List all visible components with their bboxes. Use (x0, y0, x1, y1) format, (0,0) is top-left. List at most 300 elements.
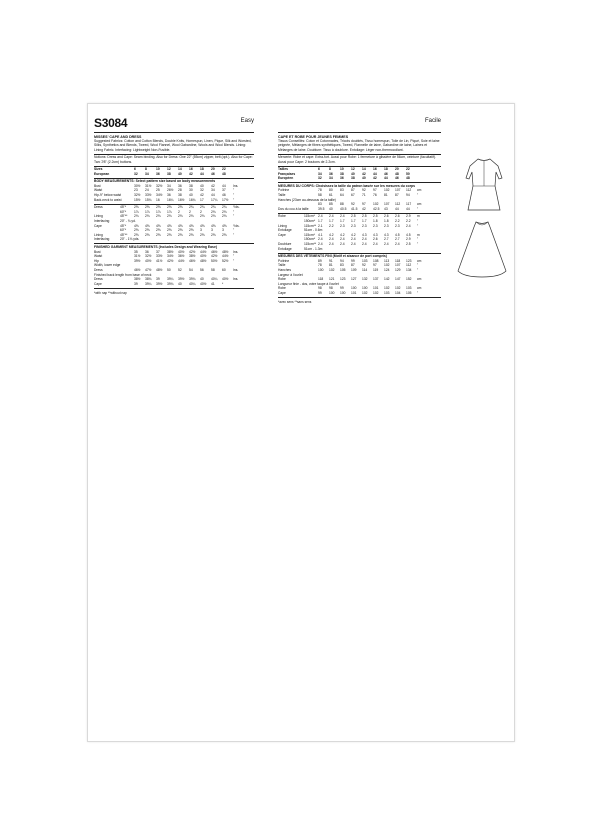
row-width: 115cm** (304, 241, 317, 246)
table-cell: 4.2 (340, 232, 345, 237)
table-cell: 2.4 (340, 214, 345, 219)
row-label: Back-neck to waist (94, 197, 122, 202)
row-label: Entoilage (278, 228, 292, 233)
table-cell: 109 (351, 267, 357, 272)
table-cell: 2⅛ (222, 209, 227, 214)
table-cell: 46½ (189, 258, 196, 263)
body-measurements-heading: BODY MEASUREMENTS: Select pattern size based on body measurements (94, 179, 216, 184)
table-cell: 1⅞ (156, 209, 161, 214)
row-width: 115cm* (304, 232, 315, 237)
row-label: Cape (94, 223, 102, 228)
table-cell: 2 (200, 209, 202, 214)
table-cell: 58 (211, 267, 215, 272)
table-cell: 2¾ (222, 205, 227, 210)
table-cell: 76 (373, 193, 377, 197)
unit-label: " (417, 218, 419, 223)
table-cell: 2.4 (340, 237, 345, 242)
finished-measurements-table-fr (278, 259, 441, 296)
table-cell: 39¼ (145, 281, 152, 286)
table-cell: 8 (329, 167, 331, 172)
table-cell: 2.5 (406, 241, 411, 246)
table-cell: 32½ (134, 193, 141, 197)
row-label: European (94, 171, 110, 176)
table-cell: 2.4 (395, 241, 400, 246)
table-cell: 103 (362, 258, 368, 263)
table-cell: 2⅛ (189, 214, 194, 219)
french-column (278, 118, 441, 304)
table-cell: 16 (189, 167, 193, 172)
row-width: 45"** (120, 214, 128, 219)
table-cell: 2.9 (406, 237, 411, 242)
table-cell: 40½ (145, 258, 152, 263)
table-cell: 6 (134, 167, 136, 172)
table-cell: 92 (362, 263, 366, 268)
row-label: Hip (94, 258, 99, 263)
table-cell: 40 (200, 277, 204, 282)
row-label: Cape (94, 281, 102, 286)
table-cell: 48 (406, 176, 410, 181)
row-label: Poitrine (278, 258, 290, 263)
table-cell: 107 (395, 188, 401, 193)
row-label: Cape (278, 232, 286, 237)
table-cell: 98 (329, 286, 333, 291)
table-cell: 101 (351, 290, 357, 295)
table-cell: 16 (156, 197, 160, 202)
table-cell: 20 (395, 167, 399, 172)
row-label: Dress (94, 267, 103, 272)
row-label: Taille (278, 193, 286, 197)
table-cell: 23 (134, 188, 138, 193)
table-cell: 105 (406, 290, 412, 295)
row-label: Hip-9" below waist (94, 193, 122, 197)
table-cell: 4.1 (318, 232, 323, 237)
table-cell: 33½ (156, 254, 163, 259)
table-cell: 38 (167, 171, 171, 176)
table-cell: 39¾ (167, 281, 174, 286)
table-cell: 97 (373, 263, 377, 268)
row-width: 51cm - 1.3m (304, 246, 323, 251)
table-cell: 12 (351, 167, 355, 172)
table-cell: 42½ (211, 254, 218, 259)
row-label: Dress (94, 277, 103, 282)
table-cell: 1⅞ (167, 209, 172, 214)
row-width: 45"* (120, 223, 127, 228)
table-cell: 44 (406, 206, 410, 211)
table-cell: 99 (351, 258, 355, 263)
table-cell: 2.4 (318, 241, 323, 246)
table-cell: 4⅝ (200, 223, 205, 228)
unit-label: " (233, 193, 235, 197)
table-cell: 105 (340, 267, 346, 272)
table-cell: 39.5 (318, 206, 325, 211)
table-cell: 2.3 (362, 223, 367, 228)
table-cell: 32 (134, 171, 138, 176)
row-width: 51cm - 0.6m (304, 228, 323, 233)
unit-label: cm (417, 188, 422, 193)
table-cell: 4.3 (384, 232, 389, 237)
row-label: Longueur finie - dos, votre taupe à l'ourlet (278, 281, 339, 286)
unit-label: " (233, 188, 235, 193)
table-cell: 39½ (156, 281, 163, 286)
table-cell: 36 (178, 183, 182, 188)
table-cell: 2.7 (384, 237, 389, 242)
table-cell: 2.6 (395, 214, 400, 219)
table-cell: 137 (373, 277, 379, 282)
table-cell: 1.7 (362, 218, 367, 223)
unit-label: Ins. (233, 277, 239, 282)
unit-label: Yds. (233, 223, 240, 228)
table-cell: 2⅛ (134, 214, 139, 219)
table-cell: 2.5 (373, 214, 378, 219)
table-cell: 123 (340, 277, 346, 282)
table-row (278, 291, 441, 296)
table-cell: 112 (395, 202, 401, 207)
unit-label: Yds. (233, 205, 240, 210)
table-cell: 20 (211, 167, 215, 172)
unit-label: cm (417, 258, 422, 263)
finished-measurements-heading: FINISHED GARMENT MEASUREMENTS (Includes Design and Wearing Ease) (94, 244, 217, 249)
table-cell: 15¾ (145, 197, 152, 202)
table-cell: 83 (340, 188, 344, 193)
table-cell: 48½ (200, 258, 207, 263)
table-cell: 3 (211, 228, 213, 233)
table-cell: 102 (373, 290, 379, 295)
table-cell: 58 (318, 193, 322, 197)
table-cell: 107 (395, 263, 401, 268)
table-cell: 30 (189, 188, 193, 193)
row-label: Robe (278, 286, 286, 291)
unit-label: Ins. (233, 183, 239, 188)
suggested-fabrics-fr: Tissus Conseillés: Coton et Cotonnades, Tricots doublés, Tissu homespun, Toile de Lin, Piqué, Soie et laine peignée, Mélanges de fibres synthétiques, Tweed, Flannelle de laine, Gabardine de laine, Laines et Mélanges de laine. Doublure: Tissu à doublure. Entoilage: Léger non-thermocollant. (278, 139, 440, 152)
table-cell: 2.3 (351, 223, 356, 228)
yardage-table-fr (278, 214, 441, 251)
table-cell: 56 (200, 267, 204, 272)
table-cell: 2⅝ (167, 228, 172, 233)
table-cell: 100 (329, 290, 335, 295)
unit-label: cm (417, 286, 422, 291)
table-cell: 40½ (222, 277, 229, 282)
table-cell: 2.4 (351, 241, 356, 246)
table-cell: 34 (167, 183, 171, 188)
table-cell: 39½ (178, 277, 185, 282)
dress-back-sketch (458, 156, 510, 214)
table-cell: 38 (351, 176, 355, 181)
table-cell: 41½ (156, 258, 163, 263)
table-cell: 40½ (200, 281, 207, 286)
row-width: 60"* (120, 228, 127, 233)
table-cell: 2⅝ (156, 228, 161, 233)
table-cell: 12 (167, 167, 171, 172)
table-cell: 2.2 (329, 223, 334, 228)
table-cell: 36 (145, 249, 149, 254)
table-cell: 2.5 (351, 214, 356, 219)
table-cell: 17½ (222, 197, 229, 202)
table-cell: 119 (373, 267, 379, 272)
table-cell: 108 (373, 258, 379, 263)
table-cell: 2⅝ (167, 205, 172, 210)
table-cell: 42 (373, 176, 377, 181)
table-cell: 1.8 (384, 218, 389, 223)
unit-label: " (417, 193, 419, 197)
body-measurements-table-fr (278, 188, 441, 211)
table-cell: 2.4 (351, 237, 356, 242)
unit-label: " (233, 258, 235, 263)
table-cell: 50 (406, 171, 410, 176)
table-cell: 18 (384, 167, 388, 172)
table-cell: 48 (222, 171, 226, 176)
unit-label: " (417, 241, 419, 246)
table-cell: 34 (145, 171, 149, 176)
table-cell: 2⅝ (178, 205, 183, 210)
table-cell: 102 (362, 290, 368, 295)
table-cell: 2.4 (373, 241, 378, 246)
garment-title: MISSES' CAPE AND DRESS (94, 135, 142, 139)
table-cell: 2¾ (189, 205, 194, 210)
table-cell: 41 (211, 281, 215, 286)
row-label: Lining (278, 223, 287, 228)
row-width: 45"* (120, 205, 127, 210)
table-cell: 44 (200, 171, 204, 176)
table-cell: 2.3 (340, 223, 345, 228)
table-cell: 39¼ (167, 277, 174, 282)
table-cell: 3 (200, 228, 202, 233)
table-cell: 4⅝ (145, 223, 150, 228)
table-cell: 36 (340, 176, 344, 181)
table-row (278, 176, 441, 181)
table-row (94, 237, 254, 242)
table-cell: 142 (384, 277, 390, 282)
table-cell: 42.5 (373, 206, 380, 211)
table-cell: 46 (222, 193, 226, 197)
table-cell: 88 (340, 202, 344, 207)
table-cell: 101 (373, 286, 379, 291)
row-width: 115cm* (304, 214, 315, 219)
table-cell: 46 (211, 171, 215, 176)
table-cell: 2⅝ (200, 232, 205, 237)
table-cell: 2⅝ (156, 205, 161, 210)
table-cell: 2.6 (373, 237, 378, 242)
table-cell: 4⅝ (167, 223, 172, 228)
unit-label: " (233, 232, 235, 237)
row-label: Dos du cou à la taille (278, 206, 309, 211)
table-cell: 40.5 (340, 206, 347, 211)
row-label: Robe (278, 277, 286, 282)
footnote: *with nap **without nap (94, 290, 127, 295)
pattern-code: S3084 (94, 116, 128, 130)
table-cell: 4.3 (373, 232, 378, 237)
table-cell: 100 (362, 286, 368, 291)
unit-label: " (417, 267, 419, 272)
table-cell: 33½ (145, 193, 152, 197)
table-cell: 10 (340, 167, 344, 172)
table-cell: 83 (318, 202, 322, 207)
row-label: Robe (278, 214, 286, 219)
table-cell: 2⅛ (211, 209, 216, 214)
table-cell: 46½ (211, 249, 218, 254)
table-cell: 2.4 (318, 214, 323, 219)
table-cell: 102 (384, 286, 390, 291)
unit-label: Ins. (233, 249, 239, 254)
table-cell: 2.1 (318, 223, 323, 228)
table-cell: 2.4 (362, 241, 367, 246)
yardage-table (94, 205, 254, 242)
table-cell: 4⅝ (222, 223, 227, 228)
table-cell: 81 (329, 263, 333, 268)
table-cell: 44 (373, 171, 377, 176)
table-cell: 94 (340, 258, 344, 263)
table-cell: 40¼ (211, 277, 218, 282)
table-cell: 2.2 (406, 218, 411, 223)
table-cell: 112 (406, 188, 412, 193)
table-cell: 32½ (156, 183, 163, 188)
table-cell: 48 (395, 171, 399, 176)
table-cell: 2.2 (395, 218, 400, 223)
notions-fr: Mercerie: Robe et cape: Extra-fort. Aussi pour Robe: 1 fermeture à glissière de 56cm, ceinture (facultatif). Aussi pour Cape: 2 boutons de 2.2cm. (278, 155, 436, 164)
table-cell: 2.4 (318, 237, 323, 242)
table-cell: 102 (395, 286, 401, 291)
row-label: Finished back length from base of neck (94, 272, 152, 277)
table-cell: 2⅝ (189, 232, 194, 237)
table-cell: 124 (384, 267, 390, 272)
table-cell: 2.3 (373, 223, 378, 228)
table-cell: 1.8 (373, 218, 378, 223)
table-cell: 22 (222, 167, 226, 172)
table-cell: 8 (145, 167, 147, 172)
table-cell: 102 (329, 267, 335, 272)
table-cell: 78 (318, 263, 322, 268)
table-cell: 46 (395, 176, 399, 181)
table-cell: 32 (318, 176, 322, 181)
row-label: Largeur à l'ourlet (278, 272, 303, 277)
unit-label: " (233, 214, 235, 219)
table-cell: 1⅞ (134, 209, 139, 214)
table-cell: 14 (178, 167, 182, 172)
table-cell: 14 (362, 167, 366, 172)
table-cell: 103 (406, 286, 412, 291)
table-cell: 1.7 (351, 218, 356, 223)
french-header (278, 118, 441, 133)
table-cell: 4⅝ (156, 223, 161, 228)
table-cell: 4⅝ (189, 223, 194, 228)
table-cell: 89 (318, 258, 322, 263)
table-cell: 129 (395, 267, 401, 272)
table-cell: 1⅞ (145, 209, 150, 214)
footnote-fr: *avec sens **sans sens (278, 299, 312, 304)
table-cell: 40 (189, 193, 193, 197)
table-cell: 40½ (178, 249, 185, 254)
table-cell: 44 (395, 206, 399, 211)
row-label: Poitrine (278, 188, 290, 193)
table-cell: 113 (384, 258, 390, 263)
unit-label: Ins. (233, 267, 239, 272)
table-cell: 2.6 (384, 214, 389, 219)
row-label: Width, lower edge (94, 263, 121, 268)
finished-measurements-heading-fr: MESURES DES VÊTEMENTS FINI (Motif et aisance de port compris) (278, 254, 387, 259)
table-cell: 32 (200, 188, 204, 193)
table-cell: 121 (329, 277, 335, 282)
row-label: Hanches (23cm au-dessous de la taille) (278, 197, 336, 202)
row-width: 45"** (120, 232, 128, 237)
table-cell: 38½ (167, 249, 174, 254)
unit-label: " (417, 263, 419, 268)
table-cell: 64 (340, 193, 344, 197)
table-cell: 104 (395, 290, 401, 295)
table-cell: 112 (406, 263, 412, 268)
table-cell: 107 (384, 202, 390, 207)
row-label: Interfacing (94, 237, 110, 242)
table-cell: 1.7 (340, 218, 345, 223)
table-cell: 60 (222, 267, 226, 272)
finished-measurements-table (94, 250, 254, 287)
table-cell: 78 (318, 188, 322, 193)
table-cell: 2¾ (211, 205, 216, 210)
table-cell: 2.9 (406, 214, 411, 219)
row-width: 115cm** (304, 223, 317, 228)
table-cell: 30½ (134, 183, 141, 188)
cape-back-sketch (452, 219, 512, 285)
table-cell: 2⅝ (167, 232, 172, 237)
table-cell: 4.2 (329, 232, 334, 237)
table-cell: 2⅝ (145, 232, 150, 237)
row-label: Lining (94, 232, 103, 237)
notions: Notions: Dress and Cape: Seam binding. Also for Dress: One 22" (55cm) zipper, belt (opt.). Also for Cape: Two 7⁄8" (2.2cm) buttons. (94, 155, 253, 164)
table-cell: 118 (318, 277, 324, 282)
unit-label: " (417, 206, 419, 211)
table-cell: 2.4 (384, 241, 389, 246)
table-cell: 16¾ (189, 197, 196, 202)
table-cell: 2⅛ (145, 214, 150, 219)
table-cell: * (222, 281, 224, 286)
unit-label: " (233, 209, 235, 214)
table-cell: 32½ (145, 254, 152, 259)
table-cell: 97 (373, 188, 377, 193)
table-cell: 94 (406, 193, 410, 197)
table-cell: 2.4 (329, 241, 334, 246)
pattern-back-sheet (87, 103, 515, 742)
table-row (94, 198, 254, 203)
table-cell: 2.4 (340, 241, 345, 246)
table-cell: 46½ (134, 267, 141, 272)
row-label: Hanches (278, 267, 292, 272)
table-cell: 50 (167, 267, 171, 272)
table-cell: 81 (384, 193, 388, 197)
table-cell: 91 (329, 258, 333, 263)
size-table (94, 167, 254, 176)
difficulty-label-fr: Facile (424, 118, 441, 124)
table-cell: 2⅝ (189, 228, 194, 233)
row-label: Doublure (278, 241, 292, 246)
table-cell: 2 (178, 209, 180, 214)
table-cell: 98 (318, 286, 322, 291)
table-cell: 87 (395, 193, 399, 197)
table-cell: 38 (340, 171, 344, 176)
table-cell: 152 (406, 277, 412, 282)
table-cell: 2⅝ (178, 228, 183, 233)
table-cell: 2⅝ (145, 228, 150, 233)
row-width: 20" - 1⅛ yds. (120, 237, 140, 242)
table-cell: 2.5 (362, 214, 367, 219)
table-cell: 2⅝ (222, 232, 227, 237)
english-header (94, 118, 254, 133)
table-cell: 99 (340, 286, 344, 291)
table-cell: 36 (156, 171, 160, 176)
row-label: Lining (94, 214, 103, 219)
table-cell: 44 (211, 193, 215, 197)
table-cell: 38½ (189, 254, 196, 259)
table-cell: 15½ (134, 197, 141, 202)
table-cell: 40 (200, 183, 204, 188)
table-cell: 44½ (200, 249, 207, 254)
